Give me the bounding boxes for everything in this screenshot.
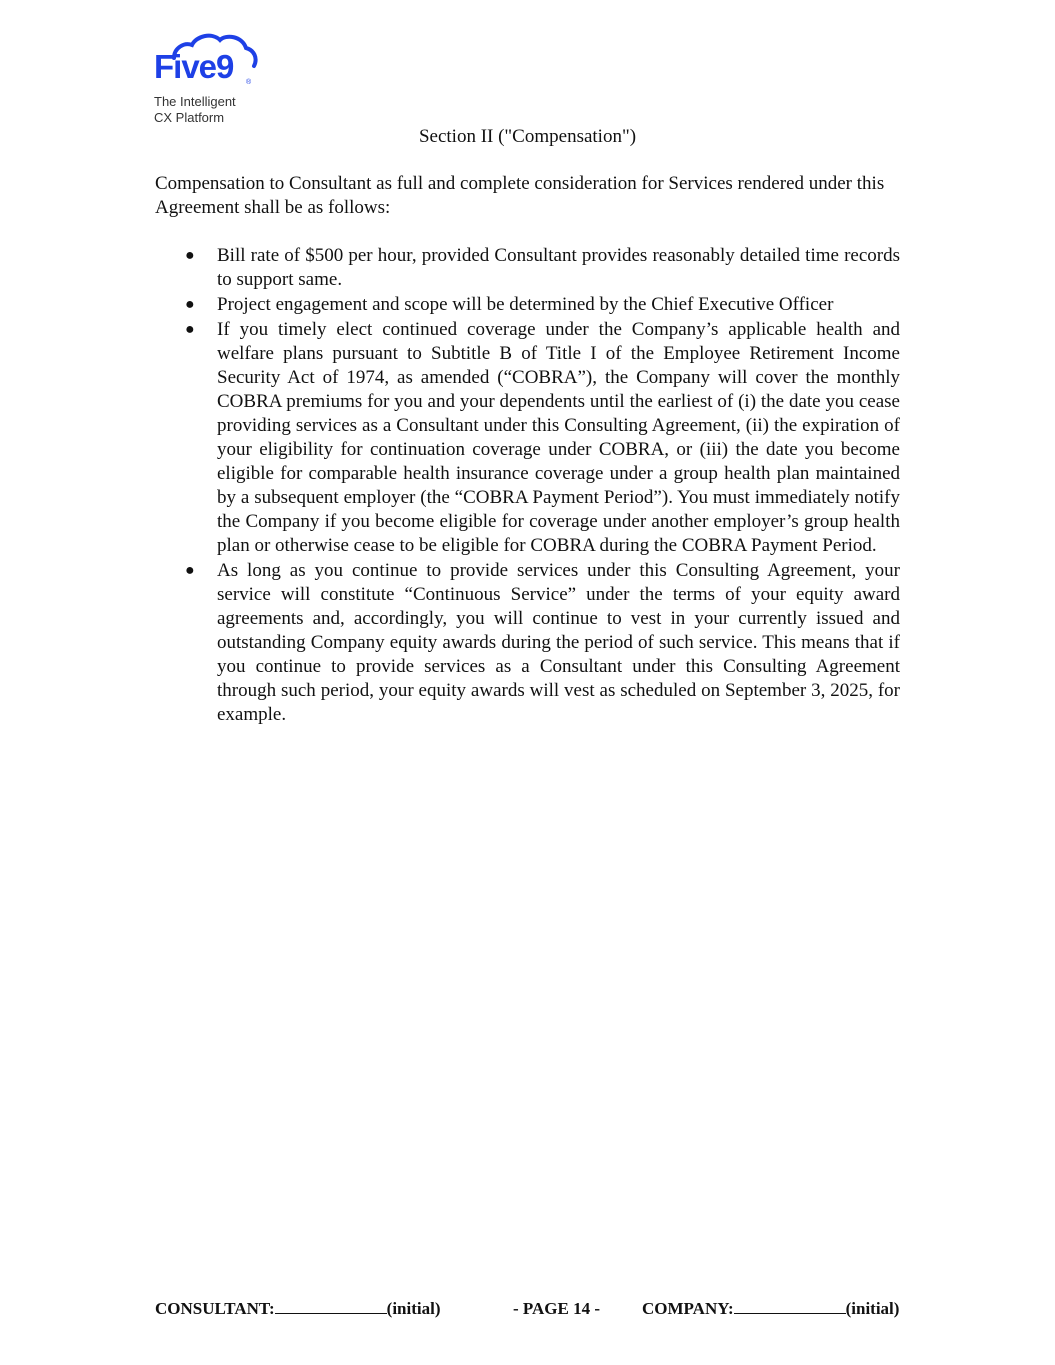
consultant-initial-label: (initial)	[386, 1299, 441, 1318]
list-item	[155, 559, 900, 727]
bullet-icon: ●	[185, 321, 195, 338]
tagline-line-1: The Intelligent	[154, 94, 236, 109]
company-initial-block	[642, 1298, 899, 1320]
bullet-icon: ●	[185, 562, 195, 579]
bullet-icon: ●	[185, 296, 195, 313]
compensation-list	[155, 244, 900, 727]
five9-logo	[154, 28, 264, 128]
intro-paragraph: Compensation to Consultant as full and complete consideration for Services rendered under this Agreement shall be as follows:	[155, 173, 885, 218]
consultant-initial-line	[275, 1298, 387, 1314]
list-item-text: Bill rate of $500 per hour, provided Consultant provides reasonably detailed time records to support same.	[217, 245, 900, 290]
logo-wordmark: Five9	[154, 48, 234, 85]
list-item	[155, 244, 900, 292]
company-initial-label: (initial)	[845, 1299, 900, 1318]
consultant-label: CONSULTANT:	[155, 1299, 275, 1318]
page-number: - PAGE 14 -	[513, 1299, 601, 1318]
company-initial-line	[734, 1298, 846, 1314]
list-item-text: If you timely elect continued coverage under the Company’s applicable health and welfare plans pursuant to Subtitle B of Title I of the Employee Retirement Income Security Act of 1974, as amended (“COBRA”), the Company will cover the monthly COBRA premiums for you and your dependents until the earliest of (i) the date you cease providing services as a Consultant under this Consulting Agreement, (ii) the expiration of your eligibility for continuation coverage under COBRA, or (iii) the date you become eligible for comparable health insurance coverage under a group health plan maintained by a subsequent employer (the “COBRA Payment Period”). You must immediately notify the Company if you become eligible for coverage under another employer’s group health plan or otherwise cease to be eligible for COBRA during the COBRA Payment Period.	[217, 319, 900, 556]
logo-tagline	[154, 94, 236, 126]
tagline-line-2: CX Platform	[154, 110, 225, 125]
bullet-icon: ●	[185, 247, 195, 264]
document-body	[155, 172, 900, 728]
company-label: COMPANY:	[642, 1299, 734, 1318]
list-item	[155, 293, 900, 317]
consultant-initial-block	[155, 1298, 441, 1320]
list-item	[155, 318, 900, 558]
registered-mark: ®	[246, 79, 252, 86]
list-item-text: As long as you continue to provide services under this Consulting Agreement, your service will constitute “Continuous Service” under the terms of your equity award agreements and, accordingly, you will continue to vest in your currently issued and outstanding Company equity awards during the period of such service. This means that if you continue to provide services as a Consultant under this Consulting Agreement through such period, your equity awards will vest as scheduled on September 3, 2025, for example.	[217, 560, 900, 725]
list-item-text: Project engagement and scope will be determined by the Chief Executive Officer	[217, 294, 834, 315]
section-title: Section II ("Compensation")	[418, 126, 637, 147]
